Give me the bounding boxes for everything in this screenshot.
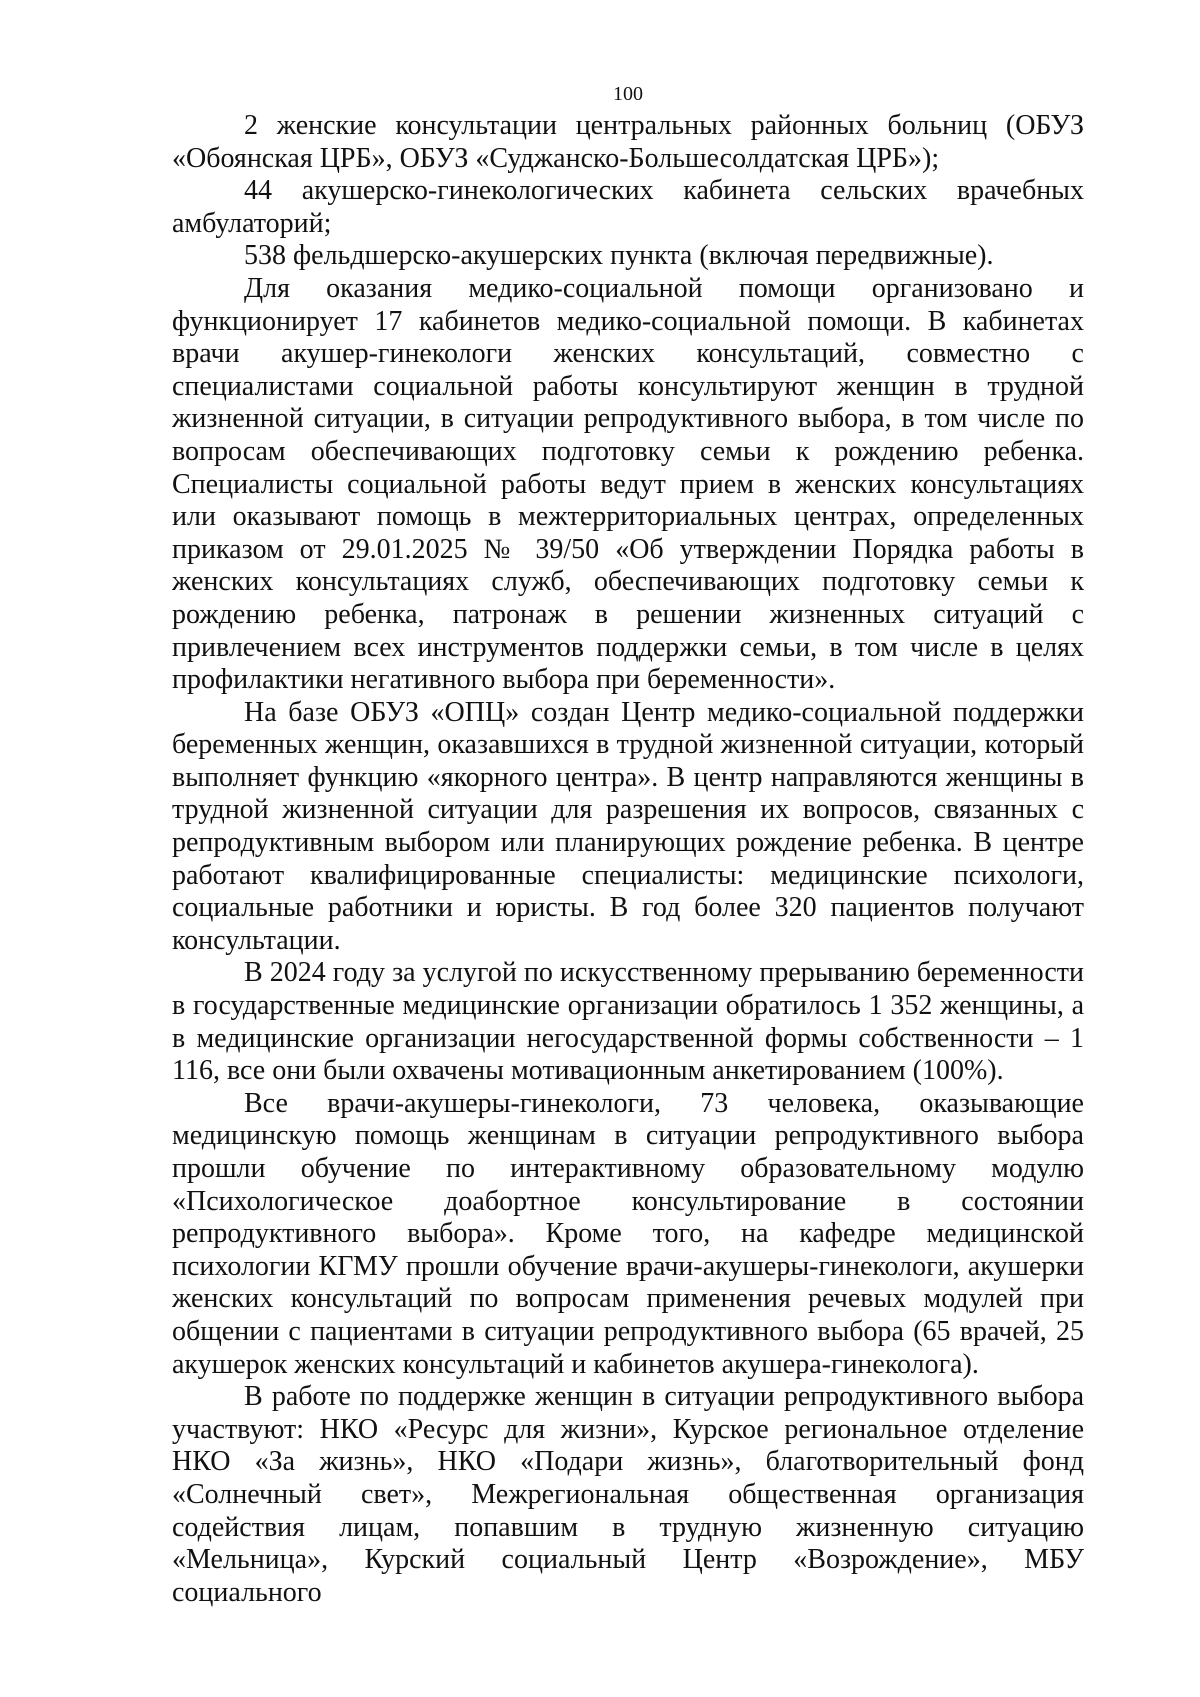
paragraph-womens-consultations: 2 женские консультации центральных районных больниц (ОБУЗ «Обоянская ЦРБ», ОБУЗ «Суджанско-Большесолдатская ЦРБ»); <box>172 110 1084 174</box>
paragraph-feldsher-points: 538 фельдшерско-акушерских пункта (включая передвижные). <box>244 240 994 272</box>
paragraph-obgyn-cabinets: 44 акушерско-гинекологических кабинета сельских врачебных амбулаторий; <box>172 175 1084 239</box>
paragraph-medico-social-cabinets: Для оказания медико-социальной помощи организовано и функционирует 17 кабинетов медико-социальной помощи. В кабинетах врачи акушер-гинекологи женских консультаций, совместно с специалистами социальной работы консультируют женщин в трудной жизненной ситуации, в ситуации репродуктивного выбора, в том числе по вопросам обеспечивающих подготовку семьи к рождению ребенка. Специалисты социальной работы ведут прием в женских консультациях или оказывают помощь в межтерриториальных центрах, определенных приказом от 29.01.2025 № 39/50 «Об утверждении Порядка работы в женских консультациях служб, обеспечивающих подготовку семьи к рождению ребенка, патронаж в решении жизненных ситуаций с привлечением всех инструментов поддержки семьи, в том числе в целях профилактики негативного выбора при беременности». <box>172 272 1084 696</box>
paragraph-nko-participants: В работе по поддержке женщин в ситуации репродуктивного выбора участвуют: НКО «Ресурс для жизни», Курское региональное отделение НКО «За жизнь», НКО «Подари жизнь», благотворительный фонд «Солнечный свет», Межрегиональная общественная организация содействия лицам, попавшим в трудную жизненную ситуацию «Мельница», Курский социальный Центр «Возрождение», МБУ социального <box>172 1381 1084 1608</box>
document-page <box>172 80 1084 1609</box>
paragraph-abortion-statistics: В 2024 году за услугой по искусственному прерыванию беременности в государственные медицинские организации обратилось 1 352 женщины, а в медицинские организации негосударственной формы собственности – 1 116, все они были охвачены мотивационным анкетированием (100%). <box>172 957 1084 1087</box>
paragraph-training: Все врачи-акушеры-гинекологи, 73 человека, оказывающие медицинскую помощь женщинам в ситуации репродуктивного выбора прошли обучение по интерактивному образовательному модулю «Психологическое доабортное консультирование в состоянии репродуктивного выбора». Кроме того, на кафедре медицинской психологии КГМУ прошли обучение врачи-акушеры-гинекологи, акушерки женских консультаций по вопросам применения речевых модулей при общении с пациентами в ситуации репродуктивного выбора (65 врачей, 25 акушерок женских консультаций и кабинетов акушера-гинеколога). <box>172 1087 1084 1380</box>
page-number: 100 <box>613 83 643 105</box>
paragraph-support-center: На базе ОБУЗ «ОПЦ» создан Центр медико-социальной поддержки беременных женщин, оказавшихся в трудной жизненной ситуации, который выполняет функцию «якорного центра». В центр направляются женщины в трудной жизненной ситуации для разрешения их вопросов, связанных с репродуктивным выбором или планирующих рождение ребенка. В центре работают квалифицированные специалисты: медицинские психологи, социальные работники и юристы. В год более 320 пациентов получают консультации. <box>172 696 1084 956</box>
